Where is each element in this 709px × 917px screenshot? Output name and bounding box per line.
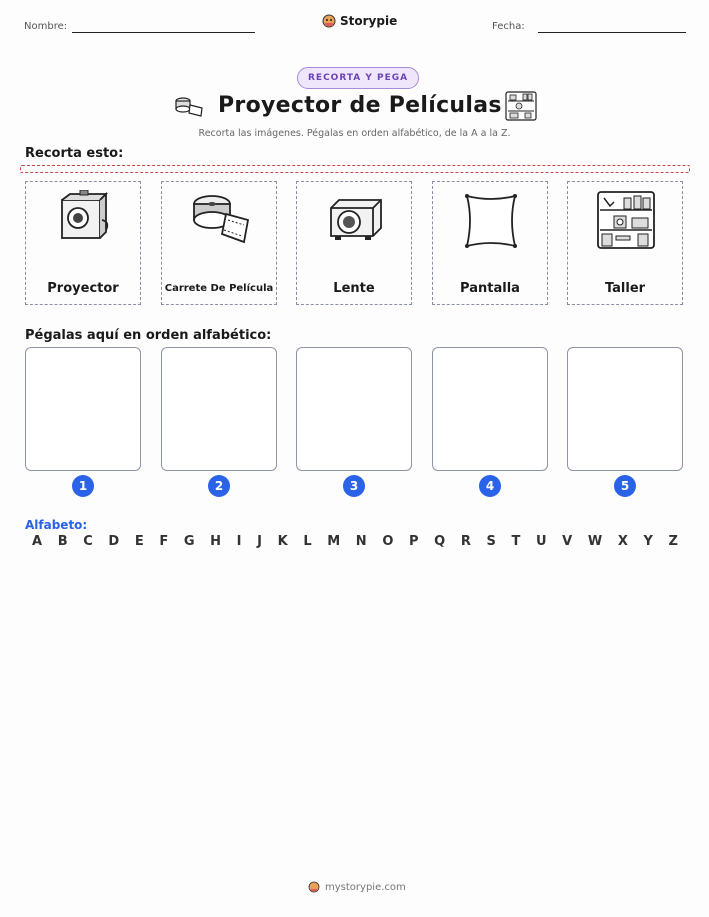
lens-icon — [325, 190, 385, 250]
cut-card-projector[interactable] — [25, 181, 141, 305]
alphabet-letter: J — [257, 534, 262, 549]
workshop-icon — [596, 190, 656, 250]
storypie-mascot-icon — [322, 13, 336, 29]
slot-number: 3 — [343, 475, 365, 497]
card-label: Lente — [333, 281, 375, 296]
slot-number: 2 — [208, 475, 230, 497]
alphabet-letter: I — [236, 534, 242, 549]
alphabet-letter: U — [535, 534, 547, 549]
card-label: Taller — [604, 281, 646, 296]
projector-icon — [54, 190, 114, 250]
alphabet-letter: O — [382, 534, 394, 549]
alphabet-letter: K — [277, 534, 288, 549]
alphabet-letter: A — [32, 534, 43, 549]
alphabet-row — [32, 534, 678, 549]
date-line[interactable] — [538, 32, 686, 33]
alphabet-letter: E — [134, 534, 144, 549]
alphabet-letter: Q — [434, 534, 446, 549]
page-title: Proyector de Películas — [218, 93, 502, 118]
cut-card-screen[interactable] — [432, 181, 548, 305]
alphabet-letter: T — [511, 534, 521, 549]
alphabet-letter: C — [83, 534, 93, 549]
screen-icon — [461, 190, 521, 250]
cut-line — [20, 165, 690, 173]
alphabet-letter: D — [108, 534, 120, 549]
alphabet-letter: S — [486, 534, 496, 549]
workshop-icon — [505, 91, 537, 121]
paste-section-title: Pégalas aquí en orden alfabético: — [25, 328, 272, 343]
slot-number: 5 — [614, 475, 636, 497]
date-label: Fecha: — [492, 21, 525, 32]
brand-logo — [322, 13, 397, 29]
storypie-mascot-icon — [308, 880, 320, 894]
alphabet-letter: X — [617, 534, 628, 549]
slot-number: 4 — [479, 475, 501, 497]
paste-slot-5[interactable] — [567, 347, 683, 471]
paste-slot-3[interactable] — [296, 347, 412, 471]
paste-slot-4[interactable] — [432, 347, 548, 471]
film-reel-icon — [190, 190, 250, 250]
card-label: Proyector — [47, 281, 119, 296]
activity-badge: RECORTA Y PEGA — [297, 67, 419, 89]
alphabet-letter: M — [327, 534, 341, 549]
card-label: Carrete De Película — [164, 283, 274, 294]
film-reel-icon — [174, 96, 204, 118]
alphabet-letter: H — [210, 534, 222, 549]
cut-card-workshop[interactable] — [567, 181, 683, 305]
alphabet-letter: P — [409, 534, 419, 549]
cut-card-film-reel[interactable] — [161, 181, 277, 305]
alphabet-letter: L — [303, 534, 312, 549]
alphabet-letter: V — [562, 534, 573, 549]
cut-card-lens[interactable] — [296, 181, 412, 305]
paste-slot-1[interactable] — [25, 347, 141, 471]
alphabet-title: Alfabeto: — [25, 518, 88, 532]
alphabet-letter: G — [183, 534, 195, 549]
card-label: Pantalla — [460, 281, 520, 296]
alphabet-letter: R — [460, 534, 471, 549]
paste-slot-2[interactable] — [161, 347, 277, 471]
name-label: Nombre: — [24, 21, 68, 32]
brand-name: Storypie — [340, 14, 398, 28]
name-line[interactable] — [72, 32, 255, 33]
alphabet-letter: B — [57, 534, 68, 549]
alphabet-letter: F — [159, 534, 169, 549]
alphabet-letter: N — [355, 534, 367, 549]
footer — [308, 880, 406, 894]
cut-section-title: Recorta esto: — [25, 146, 124, 161]
slot-number: 1 — [72, 475, 94, 497]
instructions: Recorta las imágenes. Pégalas en orden alfabético, de la A a la Z. — [198, 128, 511, 139]
alphabet-letter: Y — [643, 534, 653, 549]
alphabet-letter: Z — [668, 534, 678, 549]
footer-url[interactable]: mystorypie.com — [325, 881, 406, 893]
alphabet-letter: W — [587, 534, 603, 549]
